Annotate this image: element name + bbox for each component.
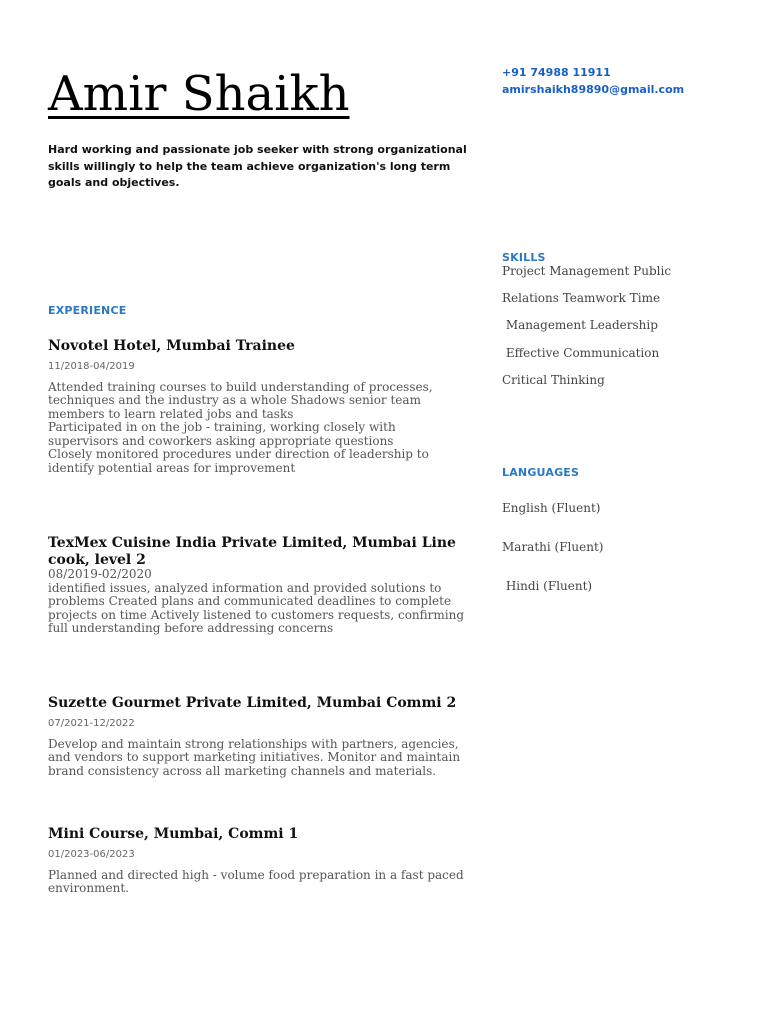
job-title: TexMex Cuisine India Private Limited, Mumbai Line cook, level 2 — [48, 535, 456, 568]
job-dates: 11/2018-04/2019 — [48, 360, 135, 372]
skills-line: Critical Thinking — [502, 372, 605, 387]
job-title: Mini Course, Mumbai, Commi 1 — [48, 826, 299, 842]
profile-summary: Hard working and passionate job seeker with strong organizational skills willingly to help the team achieve organization's long term goals and objectives. — [48, 143, 467, 189]
job-description — [48, 738, 468, 779]
experience-entry — [48, 535, 468, 636]
job-description-line: identified issues, analyzed information and provided solutions to problems Created plans and communicated deadlines to complete projects on time Actively listened to customers requests, confirming full understanding before addressing concerns — [48, 580, 465, 635]
skills-heading: SKILLS — [502, 251, 546, 264]
job-dates: 08/2019-02/2020 — [48, 567, 152, 581]
experience-entry — [48, 695, 468, 778]
job-title: Suzette Gourmet Private Limited, Mumbai Commi 2 — [48, 695, 457, 711]
job-description — [48, 869, 468, 896]
language-item: Hindi (Fluent) — [502, 579, 593, 593]
language-item: English (Fluent) — [502, 501, 601, 515]
skills-line: Relations Teamwork Time — [502, 291, 661, 306]
phone-number[interactable]: +91 74988 11911 — [502, 66, 611, 79]
candidate-name: Amir Shaikh — [48, 66, 350, 122]
job-description — [48, 381, 468, 476]
experience-heading: EXPERIENCE — [48, 304, 127, 317]
skills-line: Project Management Public — [502, 264, 672, 278]
experience-entry — [48, 338, 468, 475]
skills-line: Effective Communication — [502, 345, 660, 360]
job-dates: 01/2023-06/2023 — [48, 848, 135, 860]
contact-block — [502, 65, 684, 98]
job-description — [48, 582, 468, 636]
job-title: Novotel Hotel, Mumbai Trainee — [48, 338, 295, 354]
languages-heading: LANGUAGES — [502, 466, 580, 479]
languages-list — [502, 500, 603, 617]
email-address[interactable]: amirshaikh89890@gmail.com — [502, 82, 685, 96]
job-description-line: Planned and directed high - volume food preparation in a fast paced environment. — [48, 867, 464, 895]
skills-line: Management Leadership — [502, 318, 658, 333]
language-item: Marathi (Fluent) — [502, 540, 604, 554]
skills-list — [502, 258, 671, 394]
job-description-line: Attended training courses to build understanding of processes, techniques and the industry as a whole Shadows senior team members to learn related jobs and tasks — [48, 379, 433, 421]
job-dates: 07/2021-12/2022 — [48, 717, 135, 729]
job-description-line: Participated in on the job - training, working closely with supervisors and coworkers asking appropriate questions — [48, 420, 396, 448]
job-description-line: Closely monitored procedures under direction of leadership to identify potential areas for improvement — [48, 447, 429, 475]
experience-entry — [48, 826, 468, 896]
job-description-line: Develop and maintain strong relationships with partners, agencies, and vendors to support marketing initiatives. Monitor and maintain brand consistency across all marketing channels and materials. — [48, 736, 461, 778]
